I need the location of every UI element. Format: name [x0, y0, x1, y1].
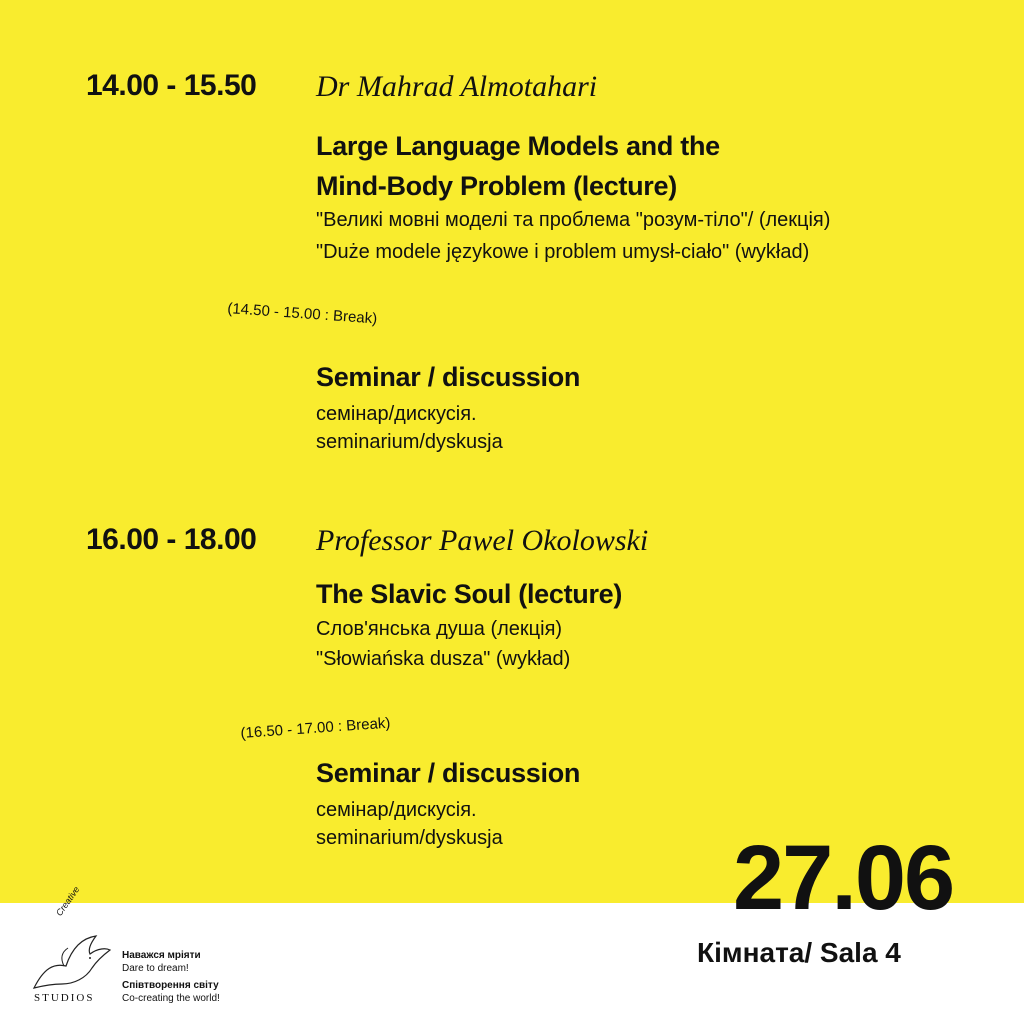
session-2-break: (16.50 - 17.00 : Break)	[240, 714, 391, 742]
session-1-speaker: Dr Mahrad Almotahari	[316, 70, 598, 103]
session-1-seminar-ua: семінар/дискусія.	[316, 403, 477, 425]
session-2-seminar-ua: семінар/дискусія.	[316, 799, 477, 821]
session-1-break: (14.50 - 15.00 : Break)	[226, 300, 378, 328]
tagline-ua-2: Співтворення світу	[122, 980, 219, 991]
session-1-seminar-pl: seminarium/dyskusja	[316, 431, 503, 453]
session-2-time: 16.00 - 18.00	[86, 523, 257, 556]
logo-wordmark: STUDIOS	[34, 992, 95, 1004]
tagline-en-2: Co-creating the world!	[122, 993, 220, 1004]
session-2-seminar-pl: seminarium/dyskusja	[316, 827, 503, 849]
event-date: 27.06	[733, 827, 954, 929]
session-1-lecture-title-line-1: Large Language Models and the	[316, 131, 720, 161]
tagline-ua-1: Наважся мріяти	[122, 950, 201, 961]
session-2-lecture-title: The Slavic Soul (lecture)	[316, 579, 623, 609]
session-2-seminar-title: Seminar / discussion	[316, 758, 581, 788]
room-label: Кімната/ Sala 4	[697, 937, 901, 968]
session-2-lecture-ua: Слов'янська душа (лекція)	[316, 618, 563, 640]
session-1-time: 14.00 - 15.50	[86, 69, 257, 102]
logo-arc-text: Creative	[54, 884, 82, 918]
session-2-lecture-pl: "Słowiańska dusza" (wykład)	[316, 648, 571, 670]
session-1-lecture-title-line-2: Mind-Body Problem (lecture)	[316, 171, 677, 201]
session-1-lecture-pl: "Duże modele językowe i problem umysł-ciało" (wykład)	[316, 241, 810, 263]
session-1-lecture-ua: "Великі мовні моделі та проблема "розум-тіло"/ (лекція)	[316, 209, 831, 231]
studio-logo	[24, 884, 116, 1010]
dove-icon	[24, 918, 116, 998]
session-1-seminar-title: Seminar / discussion	[316, 362, 581, 392]
session-2-speaker: Professor Pawel Okolowski	[316, 524, 649, 557]
tagline-en-1: Dare to dream!	[122, 963, 189, 974]
